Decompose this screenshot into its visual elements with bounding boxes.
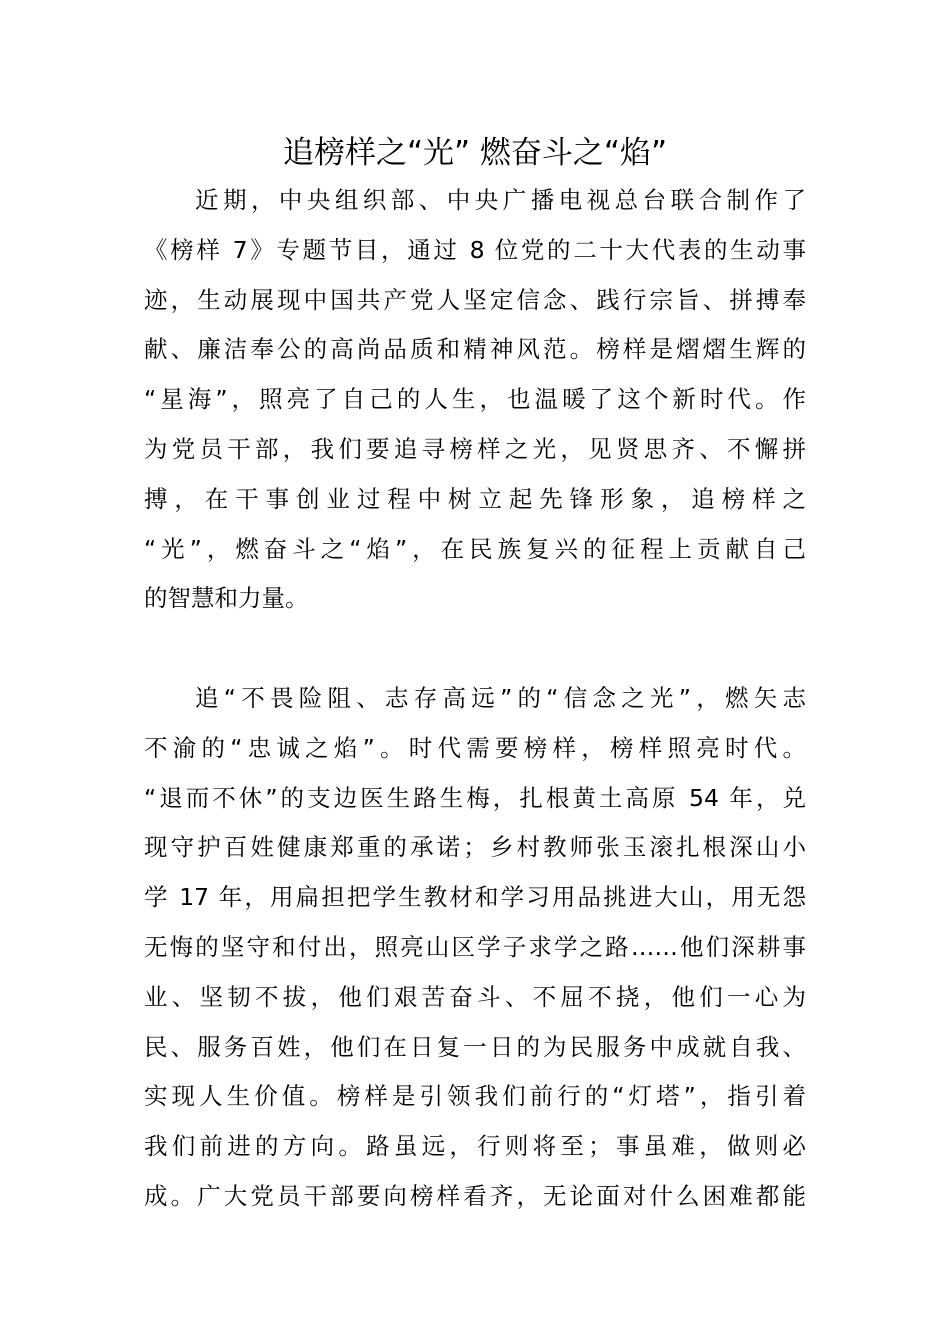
paragraph-2 — [144, 674, 806, 1222]
paragraph-2-line-4: 现守护百姓健康郑重的承诺；乡村教师张玉滚扎根深山小 — [144, 833, 806, 862]
paragraph-2-line-8: 民、服务百姓，他们在日复一日的为民服务中成就自我、 — [144, 1032, 806, 1061]
paragraph-1-line-9: 的智慧和力量。 — [144, 584, 309, 613]
paragraph-2-line-9: 实现人生价值。榜样是引领我们前行的“灯塔”，指引着 — [144, 1082, 806, 1111]
paragraph-1-line-1: 近期，中央组织部、中央广播电视总台联合制作了 — [195, 186, 806, 214]
paragraph-2-line-1: 追“不畏险阻、志存高远”的“信念之光”，燃矢志 — [195, 684, 806, 712]
paragraph-1-line-5: “星海”，照亮了自己的人生，也温暖了这个新时代。作 — [144, 385, 806, 414]
paragraph-1-line-3: 迹，生动展现中国共产党人坚定信念、践行宗旨、拼搏奉 — [144, 285, 806, 314]
paragraph-2-line-11: 成。广大党员干部要向榜样看齐，无论面对什么困难都能 — [144, 1181, 806, 1210]
paragraph-2-line-7: 业、坚韧不拔，他们艰苦奋斗、不屈不挠，他们一心为 — [144, 982, 806, 1011]
paragraph-1-line-2: 《榜样 7》专题节目，通过 8 位党的二十大代表的生动事 — [144, 235, 806, 264]
paragraph-2-line-5: 学 17 年，用扁担把学生教材和学习用品挑进大山，用无怨 — [144, 883, 806, 912]
paragraph-1-line-4: 献、廉洁奉公的高尚品质和精神风范。榜样是熠熠生辉的 — [144, 335, 806, 364]
paragraph-2-line-6: 无悔的坚守和付出，照亮山区学子求学之路……他们深耕事 — [144, 932, 806, 961]
paragraph-2-line-3: “退而不休”的支边医生路生梅，扎根黄土高原 54 年，兑 — [144, 783, 806, 812]
document-title: 追榜样之“光” 燃奋斗之“焰” — [282, 135, 668, 171]
paragraph-1 — [144, 176, 806, 624]
paragraph-1-line-7: 搏，在干事创业过程中树立起先锋形象，追榜样之 — [144, 484, 806, 513]
paragraph-1-line-6: 为党员干部，我们要追寻榜样之光，见贤思齐、不懈拼 — [144, 434, 806, 463]
paragraph-2-line-10: 我们前进的方向。路虽远，行则将至；事虽难，做则必 — [144, 1132, 806, 1161]
paragraph-1-line-8: “光”，燃奋斗之“焰”，在民族复兴的征程上贡献自己 — [144, 534, 806, 563]
paragraph-2-line-2: 不渝的“忠诚之焰”。时代需要榜样，榜样照亮时代。 — [144, 733, 806, 762]
